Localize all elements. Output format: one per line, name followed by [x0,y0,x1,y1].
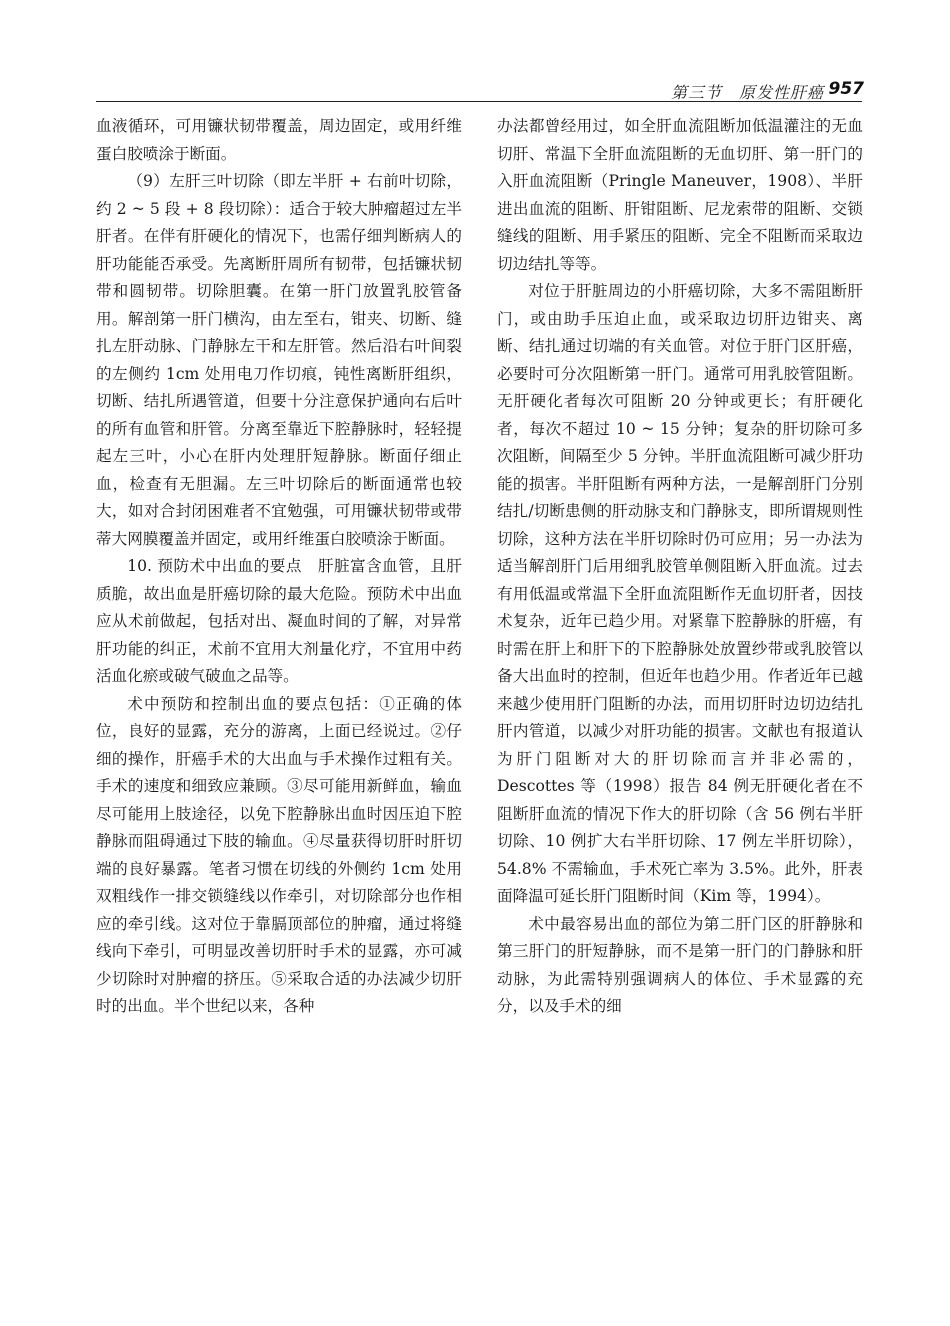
section-title: 第三节 原发性肝癌 [670,83,824,102]
paragraph: 10. 预防术中出血的要点 肝脏富含血管，且肝质脆，故出血是肝癌切除的最大危险。预防术中出血应从术前做起，包括对出、凝血时间的了解，对异常肝功能的纠正，术前不宜用大剂量化疗，不宜用中药活血化瘀或破气破血之品等。 [96,557,462,685]
paragraph: （9）左肝三叶切除（即左半肝 + 右前叶切除，约 2 ~ 5 段 + 8 段切除）：适合于较大肿瘤超过左半肝者。在伴有肝硬化的情况下，也需仔细判断病人的肝功能能否承受。先离断肝周所有韧带，包括镰状韧带和圆韧带。切除胆囊。在第一肝门放置乳胶管备用。解剖第一肝门横沟，由左至右，钳夹、切断、缝扎左肝动脉、门静脉左干和左肝管。然后沿右叶间裂的左侧约 1cm 处用电刀作切痕，钝性离断肝组织，切断、结扎所遇管道，但要十分注意保护通向右后叶的所有血管和肝管。分离至靠近下腔静脉时，轻轻提起左三叶，小心在肝内处理肝短静脉。断面仔细止血，检查有无胆漏。左三叶切除后的断面通常也较大，如对合封闭困难者不宜勉强，可用镰状韧带或带蒂大网膜覆盖并固定，或用纤维蛋白胶喷涂于断面。 [96,172,462,548]
paragraph: 血液循环，可用镰状韧带覆盖，周边固定，或用纤维蛋白胶喷涂于断面。 [96,117,462,163]
paragraph: 术中预防和控制出血的要点包括：①正确的体位，良好的显露，充分的游离，上面已经说过。②仔细的操作，肝癌手术的大出血与手术操作过粗有关。手术的速度和细致应兼顾。③尽可能用新鲜血，输血尽可能用上肢途径，以免下腔静脉出血时因压迫下腔静脉而阻碍通过下肢的输血。④尽量获得切肝时肝切端的良好暴露。笔者习惯在切线的外侧约 1cm 处用双粗线作一排交锁缝线以作牵引，对切除部分也作相应的牵引线。这对位于靠膈顶部位的肿瘤，通过将缝线向下牵引，可明显改善切肝时手术的显露，亦可减少切除时对肿瘤的挤压。⑤采取合适的办法减少切肝时的出血。半个世纪以来，各种 [96,694,462,1015]
page-number: 957 [828,79,864,99]
header-rule [96,101,862,102]
running-header [96,78,864,102]
paragraph: 对位于肝脏周边的小肝癌切除，大多不需阻断肝门，或由助手压迫止血，或采取边切肝边钳夹、离断、结扎通过切端的有关血管。对位于肝门区肝癌，必要时可分次阻断第一肝门。通常可用乳胶管阻断。无肝硬化者每次可阻断 20 分钟或更长；有肝硬化者，每次不超过 10 ~ 15 分钟；复杂的肝切除可多次阻断，间隔至少 5 分钟。半肝血流阻断可减少肝功能的损害。半肝阻断有两种方法，一是解剖肝门分别结扎/切断患侧的肝动脉支和门静脉支，即所谓规则性切除，这种方法在半肝切除时仍可应用；另一办法为适当解剖肝门后用细乳胶管单侧阻断入肝血流。过去有用低温或常温下全肝血流阻断作无血切肝者，因技术复杂，近年已趋少用。对紧靠下腔静脉的肝癌，有时需在肝上和肝下的下腔静脉处放置纱带或乳胶管以备大出血时的控制，但近年也趋少用。作者近年已越来越少使用肝门阻断的办法，而用切肝时边切边结扎肝内管道，以减少对肝功能的损害。文献也有报道认为肝门阻断对大的肝切除而言并非必需的，Descottes 等（1998）报告 84 例无肝硬化者在不阻断肝血流的情况下作大的肝切除（含 56 例右半肝切除、10 例扩大右半肝切除、17 例左半肝切除），54.8% 不需输血，手术死亡率为 3.5%。此外，肝表面降温可延长肝门阻断时间（Kim 等，1994）。 [497,282,863,905]
paragraph: 办法都曾经用过，如全肝血流阻断加低温灌注的无血切肝、常温下全肝血流阻断的无血切肝、第一肝门的入肝血流阻断（Pringle Maneuver，1908）、半肝进出血流的阻断、肝钳阻断、尼龙索带的阻断、交锁缝线的阻断、用手紧压的阻断、完全不阻断而采取边切边结扎等等。 [497,117,863,273]
right-column [497,113,863,1021]
paragraph: 术中最容易出血的部位为第二肝门区的肝静脉和第三肝门的肝短静脉，而不是第一肝门的门静脉和肝动脉，为此需特别强调病人的体位、手术显露的充分，以及手术的细 [497,914,863,1015]
left-column [96,113,462,1021]
